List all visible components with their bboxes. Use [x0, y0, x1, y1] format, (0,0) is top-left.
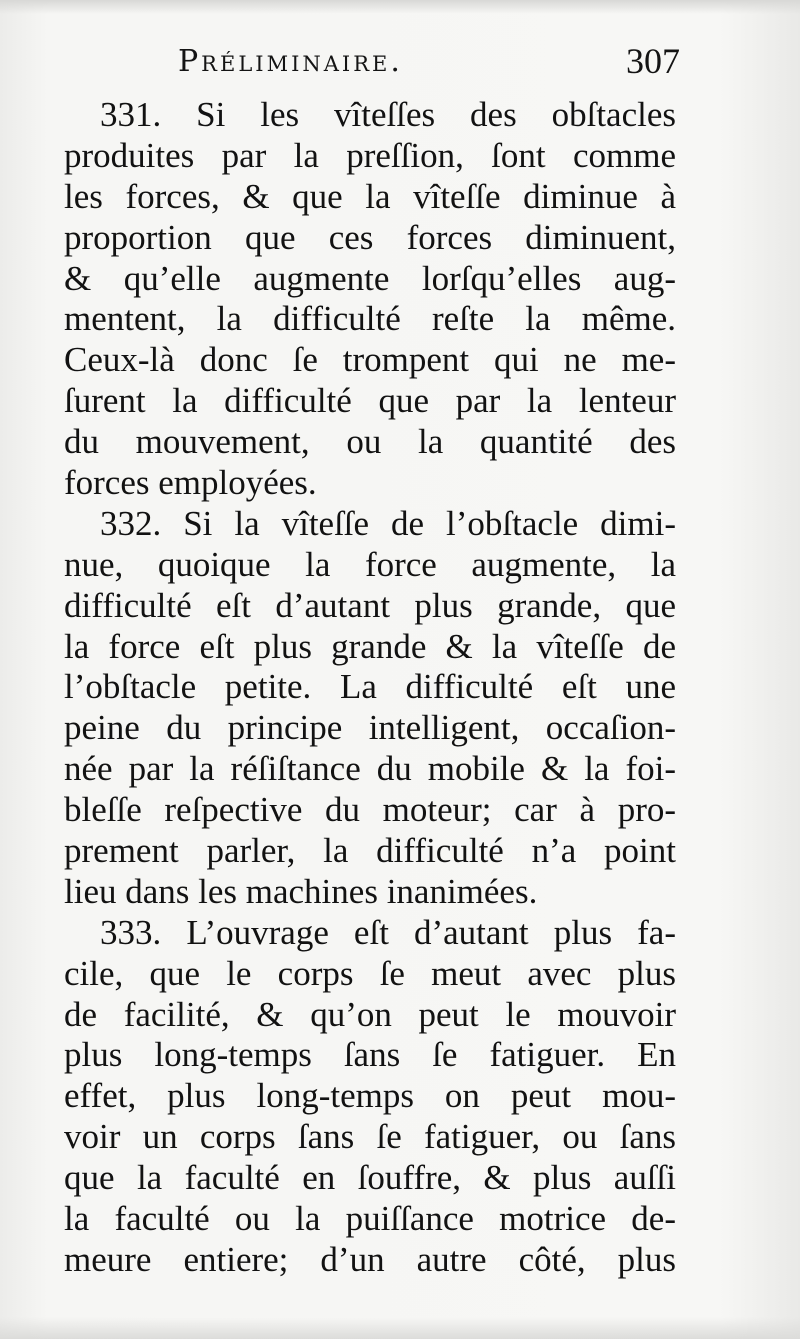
text-line: nue, quoique la force augmente, la	[64, 544, 676, 584]
text-line: difficulté eſt d’autant plus grande, que	[64, 585, 676, 625]
text-line: proportion que ces forces diminuent,	[64, 217, 676, 257]
paragraph-332	[64, 504, 676, 913]
text-line: les forces, & que la vîteſſe diminue à	[64, 176, 676, 216]
text-line: voir un corps ſans ſe fatiguer, ou ſans	[64, 1117, 676, 1157]
body-text	[64, 95, 676, 1281]
text-line: ſurent la difficulté que par la lenteur	[64, 381, 676, 421]
text-line: meure entiere; d’un autre côté, plus	[64, 1239, 676, 1279]
text-line: l’obſtacle petite. La difficulté eſt une	[64, 667, 676, 707]
text-line: de facilité, & qu’on peut le mouvoir	[64, 994, 676, 1034]
text-line: lieu dans les machines inanimées.	[64, 871, 538, 911]
text-line: peine du principe intelligent, occaſion-	[64, 708, 676, 748]
text-line: 332. Si la vîteſſe de l’obſtacle dimi-	[100, 503, 676, 543]
text-line: & qu’elle augmente lorſqu’elles aug-	[64, 258, 676, 298]
text-line: 331. Si les vîteſſes des obſtacles	[100, 95, 676, 134]
running-title: Préliminaire.	[178, 44, 403, 79]
text-line: prement parler, la difficulté n’a point	[64, 831, 676, 871]
text-line: 333. L’ouvrage eſt d’autant plus fa-	[100, 912, 676, 952]
text-line: effet, plus long-temps on peut mou-	[64, 1076, 676, 1116]
text-line: cile, que le corps ſe meut avec plus	[64, 953, 676, 993]
text-line: mentent, la difficulté reſte la même.	[64, 299, 676, 339]
page-number: 307	[626, 41, 680, 81]
page-bottom-edge	[0, 1317, 800, 1339]
text-line: du mouvement, ou la quantité des	[64, 422, 676, 462]
text-line: que la faculté en ſouffre, & plus auſſi	[64, 1158, 676, 1198]
text-line: plus long-temps ſans ſe fatiguer. En	[64, 1035, 676, 1075]
page-top-edge	[0, 0, 800, 14]
text-line: la force eſt plus grande & la vîteſſe de	[64, 626, 676, 666]
text-line: forces employées.	[64, 463, 317, 503]
text-line: Ceux-là donc ſe trompent qui ne me-	[64, 340, 676, 380]
text-line: bleſſe reſpective du moteur; car à pro-	[64, 790, 676, 830]
text-line: née par la réſiſtance du mobile & la foi-	[64, 749, 676, 789]
text-line: produites par la preſſion, ſont comme	[64, 135, 676, 175]
text-line: la faculté ou la puiſſance motrice de-	[64, 1199, 676, 1239]
page-header	[60, 40, 680, 90]
paragraph-331	[64, 95, 676, 504]
paragraph-333	[64, 913, 676, 1281]
